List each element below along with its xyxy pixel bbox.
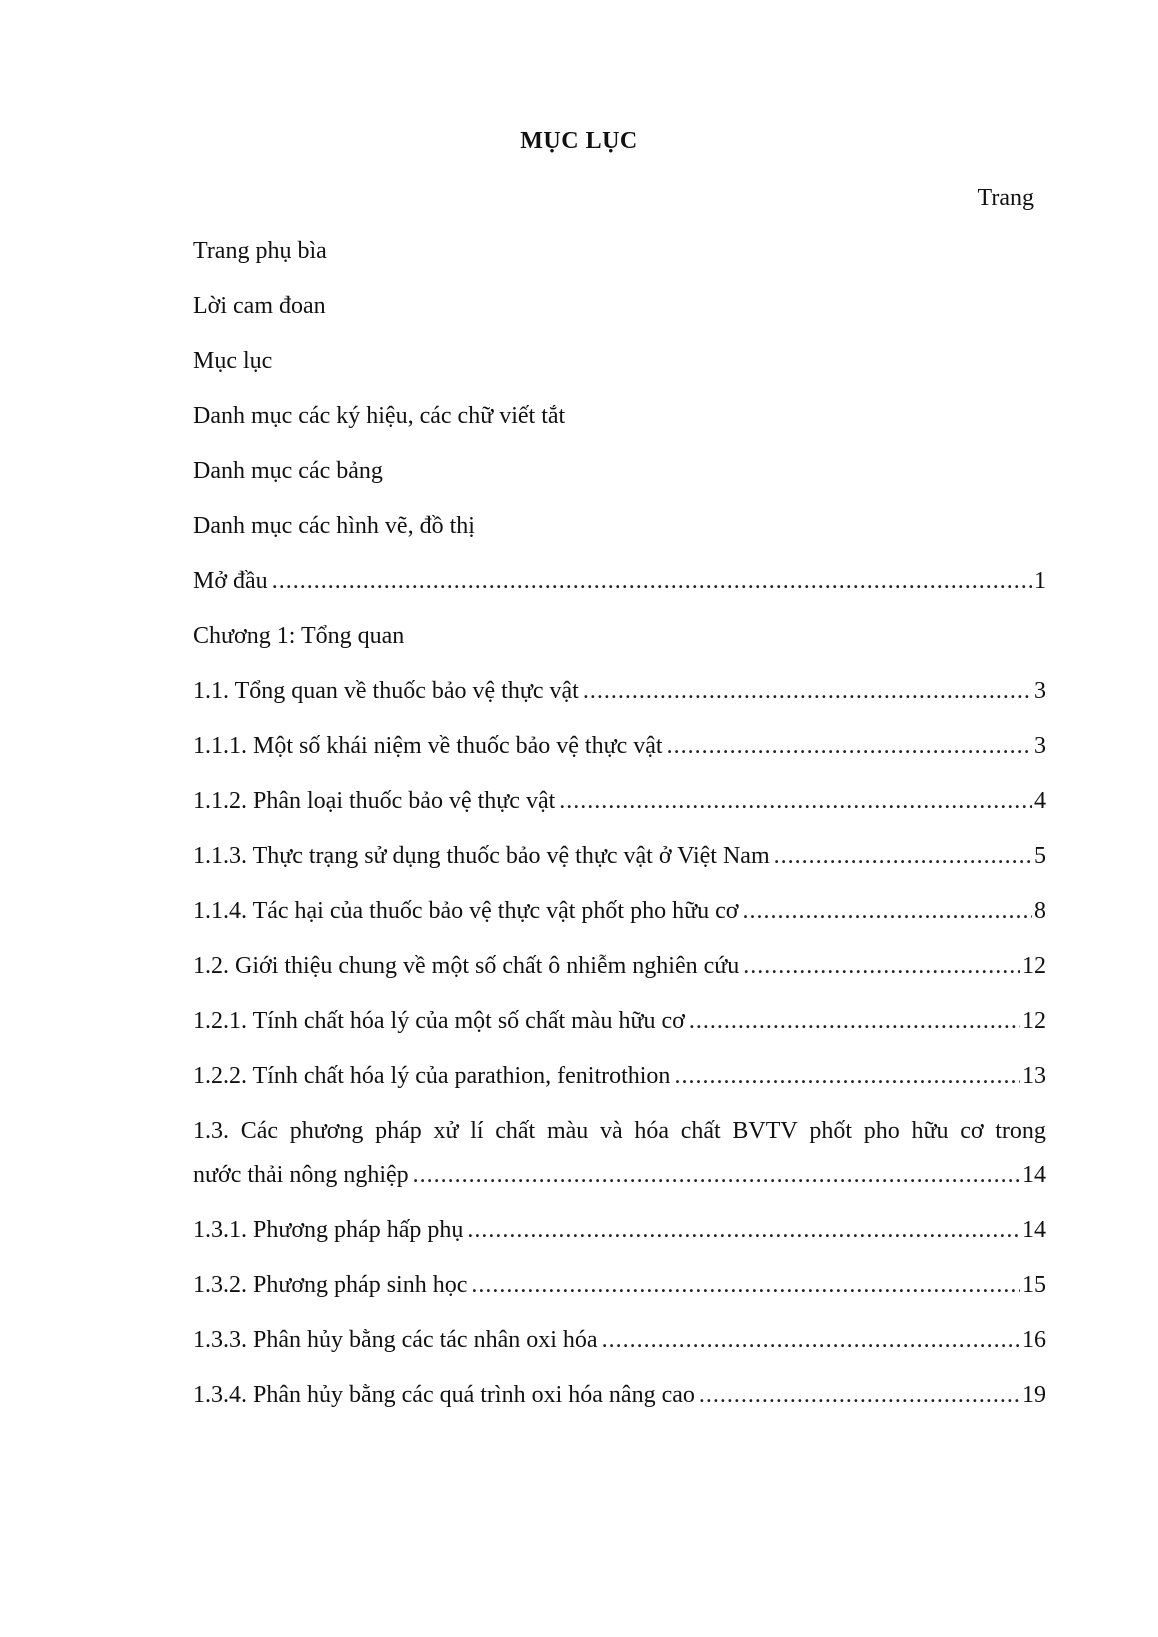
toc-entry-text: Lời cam đoan: [193, 293, 326, 319]
toc-entry-text: nước thải nông nghiệp: [193, 1162, 409, 1188]
toc-page-number: 8: [1034, 898, 1046, 924]
toc-entry: [193, 456, 1046, 486]
toc-entry: [193, 1006, 1046, 1036]
toc-entry-text: Danh mục các hình vẽ, đồ thị: [193, 513, 475, 539]
toc-page-number: 12: [1022, 953, 1046, 979]
toc-entry-text: Chương 1: Tổng quan: [193, 623, 405, 649]
toc-entry-text: 1.3.4. Phân hủy bằng các quá trình oxi hóa nâng cao: [193, 1382, 695, 1408]
toc-entry-text: 1.1.2. Phân loại thuốc bảo vệ thực vật: [193, 788, 556, 814]
toc-entry: [193, 511, 1046, 541]
toc-entry: [193, 841, 1046, 871]
toc-leader-dots: [674, 1061, 1020, 1091]
toc-page-number: 14: [1022, 1217, 1046, 1243]
toc-entry-text: 1.2.2. Tính chất hóa lý của parathion, fenitrothion: [193, 1063, 671, 1089]
toc-entry: [193, 401, 1046, 431]
toc-entry: [193, 291, 1046, 321]
toc-entry-second-line: [193, 1160, 1046, 1190]
toc-entry-text: Mở đầu: [193, 568, 268, 594]
toc-entry: [193, 1061, 1046, 1091]
toc-entry: [193, 676, 1046, 706]
toc-page-number: 1: [1034, 568, 1046, 594]
toc-entry: [193, 346, 1046, 376]
toc-entry: [193, 1215, 1046, 1245]
table-of-contents: [193, 236, 1046, 1435]
toc-page-number: 14: [1022, 1162, 1046, 1188]
toc-entry: [193, 731, 1046, 761]
toc-entry: [193, 1380, 1046, 1410]
toc-entry-text: 1.3.3. Phân hủy bằng các tác nhân oxi hóa: [193, 1327, 598, 1353]
toc-leader-dots: [559, 786, 1032, 816]
toc-page-number: 4: [1034, 788, 1046, 814]
toc-page-number: 16: [1022, 1327, 1046, 1353]
toc-page-number: 15: [1022, 1272, 1046, 1298]
toc-leader-dots: [413, 1160, 1020, 1190]
toc-leader-dots: [471, 1270, 1020, 1300]
toc-leader-dots: [774, 841, 1032, 871]
toc-leader-dots: [602, 1325, 1020, 1355]
toc-leader-dots: [743, 951, 1020, 981]
toc-entry-text: Danh mục các ký hiệu, các chữ viết tắt: [193, 403, 566, 429]
toc-page-number: 12: [1022, 1008, 1046, 1034]
toc-leader-dots: [742, 896, 1032, 926]
toc-page-number: 5: [1034, 843, 1046, 869]
toc-entry: [193, 621, 1046, 651]
toc-page-number: 3: [1034, 733, 1046, 759]
toc-entry-text: 1.3.1. Phương pháp hấp phụ: [193, 1217, 464, 1243]
toc-leader-dots: [667, 731, 1032, 761]
toc-entry: [193, 1325, 1046, 1355]
toc-entry-text: 1.2.1. Tính chất hóa lý của một số chất màu hữu cơ: [193, 1008, 685, 1034]
toc-entry: [193, 236, 1046, 266]
toc-entry-text: 1.2. Giới thiệu chung về một số chất ô nhiễm nghiên cứu: [193, 953, 740, 979]
toc-entry-first-line: 1.3. Các phương pháp xử lí chất màu và hóa chất BVTV phốt pho hữu cơ trong: [193, 1118, 1046, 1144]
toc-entry-text: 1.1.4. Tác hại của thuốc bảo vệ thực vật phốt pho hữu cơ: [193, 898, 739, 924]
toc-entry-text: 1.1.1. Một số khái niệm về thuốc bảo vệ thực vật: [193, 733, 663, 759]
toc-entry: [193, 896, 1046, 926]
toc-leader-dots: [699, 1380, 1020, 1410]
page-title: MỤC LỤC: [520, 128, 638, 154]
toc-entry-multiline: [193, 1116, 1046, 1190]
toc-entry: [193, 951, 1046, 981]
toc-page-number: 3: [1034, 678, 1046, 704]
toc-entry-text: Trang phụ bìa: [193, 238, 327, 264]
toc-entry-text: 1.1.3. Thực trạng sử dụng thuốc bảo vệ thực vật ở Việt Nam: [193, 843, 770, 869]
toc-page-number: 13: [1022, 1063, 1046, 1089]
toc-leader-dots: [583, 676, 1032, 706]
toc-leader-dots: [272, 566, 1032, 596]
toc-entry-text: 1.3.2. Phương pháp sinh học: [193, 1272, 468, 1298]
toc-page-number: 19: [1022, 1382, 1046, 1408]
page-column-label: Trang: [977, 185, 1034, 211]
toc-leader-dots: [467, 1215, 1020, 1245]
toc-entry-text: 1.1. Tổng quan về thuốc bảo vệ thực vật: [193, 678, 579, 704]
toc-leader-dots: [689, 1006, 1020, 1036]
toc-entry-text: Danh mục các bảng: [193, 458, 383, 484]
toc-entry: [193, 566, 1046, 596]
toc-entry: [193, 786, 1046, 816]
toc-entry: [193, 1270, 1046, 1300]
toc-entry-text: Mục lục: [193, 348, 273, 374]
